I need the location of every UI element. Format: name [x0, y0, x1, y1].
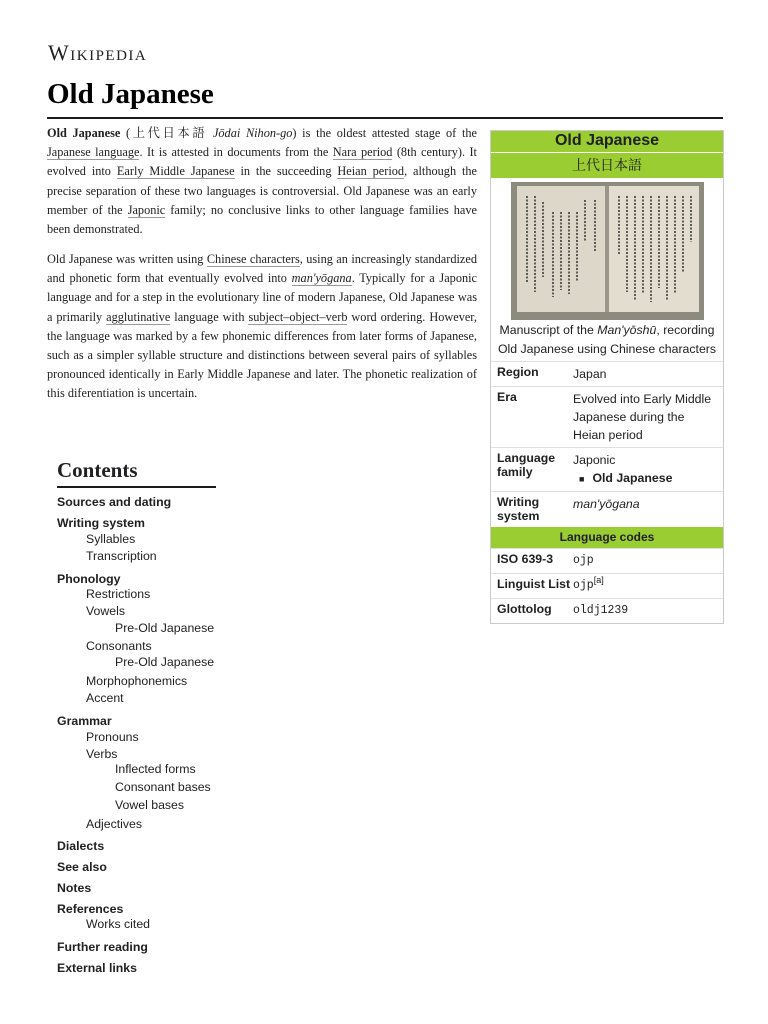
- toc-item-pre-old-japanese-vowels[interactable]: Pre-Old Japanese: [115, 621, 215, 635]
- toc-item-notes[interactable]: Notes: [57, 881, 92, 895]
- link-japanese-language[interactable]: Japanese language: [47, 145, 140, 160]
- text-run: , using an increasingly standardized and phonetic form that eventually evolved into: [47, 252, 477, 286]
- infobox-value: [573, 492, 723, 526]
- manuscript-illustration: [511, 182, 704, 320]
- toc-item-verbs[interactable]: Verbs: [86, 747, 118, 761]
- link-chinese-characters[interactable]: Chinese characters: [206, 252, 300, 266]
- infobox-label: Writing system: [497, 495, 540, 523]
- intro-paragraph-1: [47, 124, 477, 239]
- infobox-label[interactable]: Glottolog: [497, 602, 552, 616]
- toc-item-works-cited[interactable]: Works cited: [86, 917, 151, 931]
- family-subitem: [573, 469, 719, 488]
- infobox-row-writing-system: [491, 491, 723, 526]
- text-run: language with: [170, 309, 249, 324]
- infobox-native-name: 上代日本語: [491, 152, 723, 178]
- toc-item-vowels[interactable]: Vowels: [86, 604, 125, 618]
- infobox-row-region: [491, 361, 723, 386]
- toc-item-accent[interactable]: Accent: [86, 691, 124, 705]
- text-run: family; no conclusive links to other language families have been demonstrated.: [47, 202, 477, 237]
- infobox-value: [573, 448, 723, 491]
- caption-link-manyoshu[interactable]: Man'yōshū: [597, 323, 657, 337]
- toc-item-grammar[interactable]: Grammar: [57, 714, 112, 728]
- infobox-row-era: [491, 386, 723, 447]
- text-run: . Typically for a Japonic language and for a step in the evolutionary line of modern Japanese, Old Japanese was a primarily: [47, 271, 477, 324]
- link-manyogana-text: man'yōgana: [291, 271, 352, 286]
- infobox-label: Era: [497, 390, 517, 404]
- bullet-icon: ■: [579, 474, 585, 484]
- toc-item-see-also[interactable]: See also: [57, 860, 107, 874]
- title-divider: [47, 117, 723, 119]
- caption-text: , recording Old Japanese using Chinese characters: [497, 323, 717, 356]
- toc-item-sources-and-dating[interactable]: Sources and dating: [57, 495, 172, 509]
- infobox-row-iso: [491, 548, 723, 573]
- link-manyogana[interactable]: [292, 271, 352, 286]
- table-of-contents: [57, 458, 317, 975]
- infobox-label[interactable]: Linguist List: [497, 577, 571, 591]
- infobox-title: Old Japanese: [491, 131, 723, 152]
- toc-item-dialects[interactable]: Dialects: [57, 839, 105, 853]
- infobox-value[interactable]: Japan: [573, 367, 607, 381]
- toc-item-external-links[interactable]: External links: [57, 961, 137, 975]
- toc-item-references[interactable]: References: [57, 902, 124, 916]
- text-run: word ordering. However, the language was marked by a few phonemic differences from later forms of Japanese, such as a simpler syllable structure and distinctions between several pairs of syllables pronounced identically in Early Middle Japanese and later. The phonetic realization of this diferentiation is uncertain.: [47, 309, 477, 401]
- bold-term: Old Japanese: [47, 126, 121, 140]
- text-run: ) is the oldest attested stage of the: [292, 126, 477, 140]
- page-title: Old Japanese: [47, 78, 214, 110]
- infobox-row-glottolog: [491, 598, 723, 623]
- toc-item-morphophonemics[interactable]: Morphophonemics: [86, 674, 188, 688]
- infobox-label: Language family: [497, 451, 556, 479]
- toc-item-pronouns[interactable]: Pronouns: [86, 730, 139, 744]
- family-subitem-label: Old Japanese: [592, 471, 673, 485]
- toc-item-inflected-forms[interactable]: Inflected forms: [115, 762, 196, 776]
- wikipedia-wordmark[interactable]: [48, 40, 147, 66]
- caption-text: Manuscript of the: [499, 323, 598, 337]
- link-early-middle-japanese[interactable]: Early Middle Japanese: [116, 164, 235, 179]
- text-run: in the succeeding: [234, 164, 338, 179]
- infobox-image-box: [491, 178, 723, 320]
- romanized-term: Jōdai Nihon-go: [212, 126, 293, 140]
- toc-item-writing-system[interactable]: Writing system: [57, 516, 145, 530]
- text-run: (: [120, 126, 131, 140]
- text-run: Old Japanese was written using: [47, 252, 207, 266]
- text-run: , although the precise separation of these two languages is controversial. Old Japanese was an early member of the: [47, 164, 478, 217]
- link-heian-period[interactable]: Heian period: [337, 164, 405, 179]
- toc-item-syllables[interactable]: Syllables: [86, 532, 136, 546]
- linguist-code[interactable]: ojp: [573, 579, 594, 592]
- infobox-code-value[interactable]: ojp: [573, 554, 594, 567]
- toc-item-phonology[interactable]: Phonology: [57, 572, 121, 586]
- toc-item-transcription[interactable]: Transcription: [86, 549, 157, 563]
- infobox-value: Evolved into Early Middle Japanese during the Heian period: [573, 392, 712, 442]
- infobox-code-value: [573, 574, 723, 598]
- text-run: . It is attested in documents from the: [139, 145, 333, 160]
- infobox-row-language-family: [491, 447, 723, 491]
- infobox-label[interactable]: ISO 639-3: [497, 552, 554, 566]
- toc-item-further-reading[interactable]: Further reading: [57, 940, 148, 954]
- infobox-code-value[interactable]: oldj1239: [573, 604, 629, 617]
- manuscript-image[interactable]: [511, 182, 704, 320]
- toc-item-vowel-bases[interactable]: Vowel bases: [115, 798, 185, 812]
- toc-item-consonants[interactable]: Consonants: [86, 639, 152, 653]
- contents-heading: Contents: [57, 458, 216, 488]
- family-link-japonic[interactable]: Japonic: [573, 453, 616, 467]
- footnote-ref[interactable]: [a]: [593, 575, 604, 586]
- toc-item-restrictions[interactable]: Restrictions: [86, 587, 151, 601]
- infobox-row-linguist-list: [491, 573, 723, 598]
- text-run: (8th century). It evolved into: [47, 145, 477, 179]
- infobox: [490, 130, 724, 624]
- infobox-label: Region: [497, 365, 539, 379]
- link-japonic[interactable]: Japonic: [127, 202, 166, 217]
- link-subject-object-verb[interactable]: subject–object–verb: [248, 309, 348, 324]
- infobox-image-caption: [491, 320, 723, 361]
- link-agglutinative[interactable]: agglutinative: [106, 309, 171, 324]
- japanese-native-term: 上代日本語: [130, 126, 208, 140]
- toc-item-consonant-bases[interactable]: Consonant bases: [115, 780, 211, 794]
- writing-link-manyogana[interactable]: man'yōgana: [573, 497, 640, 511]
- infobox-section-language-codes: Language codes: [491, 526, 723, 548]
- toc-item-pre-old-japanese-consonants[interactable]: Pre-Old Japanese: [115, 655, 215, 669]
- toc-item-adjectives[interactable]: Adjectives: [86, 817, 143, 831]
- intro-paragraph-2: [47, 250, 477, 404]
- link-nara-period[interactable]: Nara period: [332, 145, 393, 160]
- wordmark-text: Wikipedia: [48, 40, 148, 65]
